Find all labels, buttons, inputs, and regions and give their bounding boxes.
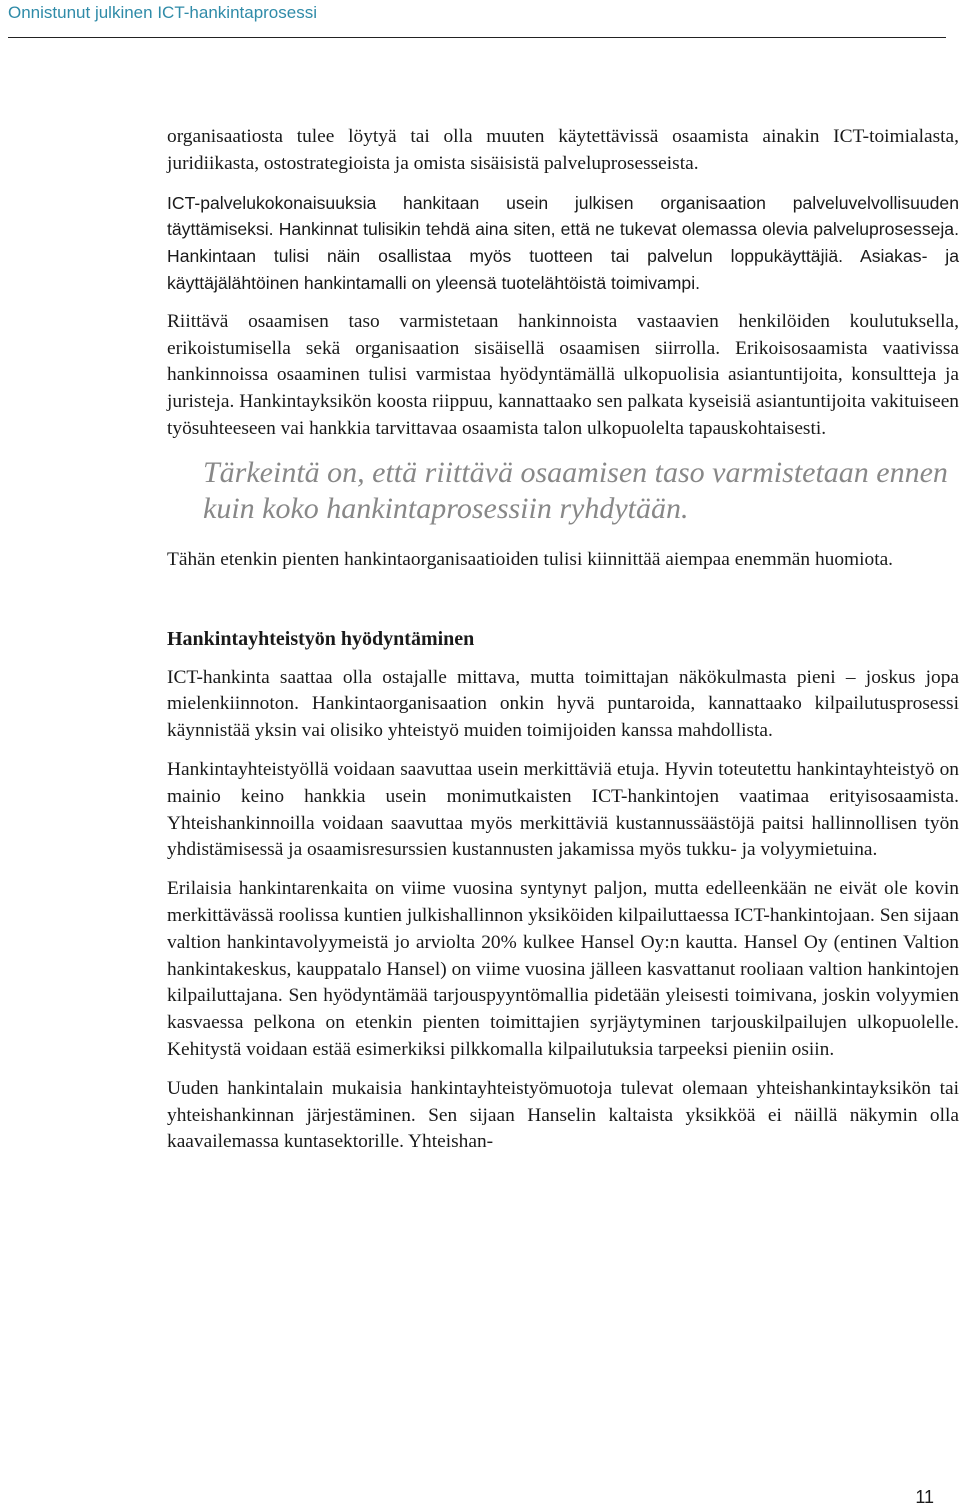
- page-body: [167, 124, 959, 1168]
- paragraph-6: Hankintayhteistyöllä voidaan saavuttaa usein merkittäviä etuja. Hyvin toteutettu hankintayhteistyö on mainio keino hankkia usein monimutkaisten ICT-hankintojen vaatimaa erityisosaamista. Yhteishankinnoilla voidaan saavuttaa myös merkittäviä kustannussäästöjä paitsi hallinnollisen työn yhdistämisessä ja osaamisresurssien kustannusten jakamissa myös tukku- ja volyymietuina.: [167, 758, 959, 861]
- paragraph-7: Erilaisia hankintarenkaita on viime vuosina syntynyt paljon, mutta edelleenkään ne eivät ole kovin merkittävässä roolissa kuntien julkishallinnon yksiköiden kilpailuttaessa ICT-hankintojaan. Sen sijaan valtion hankintavolyymeistä jo arviolta 20% kulkee Hansel Oy:n kautta. Hansel Oy (entinen Valtion hankintakeskus, kauppatalo Hansel) on viime vuosina jälleen kasvattanut rooliaan valtion hankintojen kilpailuttajana. Sen hyödyntämää tarjouspyyntömallia pidetään yleisesti toimivana, joskin volyymien kasvaessa pelkona on etenkin pienten toimittajien syrjäytyminen tarjouskilpailujen ulkopuolelle. Kehitystä voidaan estää esimerkiksi pilkkomalla kilpailutuksia tarpeeksi pieniin osiin.: [167, 878, 959, 1060]
- paragraph-1: organisaatiosta tulee löytyä tai olla muuten käytettävissä osaamista ainakin ICT-toimialasta, juridiikasta, ostostrategioista ja omista sisäisistä palveluprosesseista.: [167, 126, 959, 174]
- paragraph-8: Uuden hankintalain mukaisia hankintayhteistyömuotoja tulevat olemaan yhteishankintayksikön tai yhteishankinnan järjestäminen. Sen sijaan Hanselin kaltaista yksikköä ei näillä näkymin olla kaavailemassa kuntasektorille. Yhteishan-: [167, 1077, 959, 1153]
- paragraph-2: ICT-palvelukokonaisuuksia hankitaan usein julkisen organisaation palveluvelvollisuuden täyttämiseksi. Hankinnat tulisikin tehdä aina siten, että ne tukevat olemassa olevia palveluprosesseja. Hankintaan tulisi näin osallistaa myös tuotteen tai palvelun loppukäyttäjiä. Asiakas- ja käyttäjälähtöinen hankintamalli on yleensä tuotelähtöistä toimivampi.: [167, 192, 959, 293]
- pull-quote: Tärkeintä on, että riittävä osaamisen taso varmistetaan ennen kuin koko hankintaprosessiin ryhdytään.: [203, 455, 948, 525]
- header-divider: [8, 37, 946, 38]
- section-heading: Hankintayhteistyön hyödyntäminen: [167, 627, 475, 650]
- page-number: 11: [915, 1487, 934, 1507]
- paragraph-5: ICT-hankinta saattaa olla ostajalle mittava, mutta toimittajan näkökulmasta pieni – joskus jopa mielenkiinnoton. Hankintaorganisaation onkin hyvä puntaroida, kannattaako kilpailutusprosessi käynnistää yksin vai olisiko yhteistyö muiden toimijoiden kanssa mahdollista.: [167, 666, 959, 742]
- running-header-title: Onnistunut julkinen ICT-hankintaprosessi: [8, 3, 317, 22]
- paragraph-3: Riittävä osaamisen taso varmistetaan hankinnoista vastaavien henkilöiden koulutuksella, erikoistumisella sekä organisaation sisäisellä osaamisen siirrolla. Erikoisosaamista vaativissa hankinnoissa osaaminen tulisi varmistaa hyödyntämällä ulkopuolisia asiantuntijoita, konsultteja ja juristeja. Hankintayksikön koosta riippuu, kannattaako sen palkata kyseisiä asiantuntijoita vakituiseen työsuhteeseen vai hankkia tarvittavaa osaamista talon ulkopuolelta tapauskohtaisesti.: [167, 310, 959, 439]
- paragraph-4: Tähän etenkin pienten hankintaorganisaatioiden tulisi kiinnittää aiempaa enemmän huomiota.: [167, 548, 894, 570]
